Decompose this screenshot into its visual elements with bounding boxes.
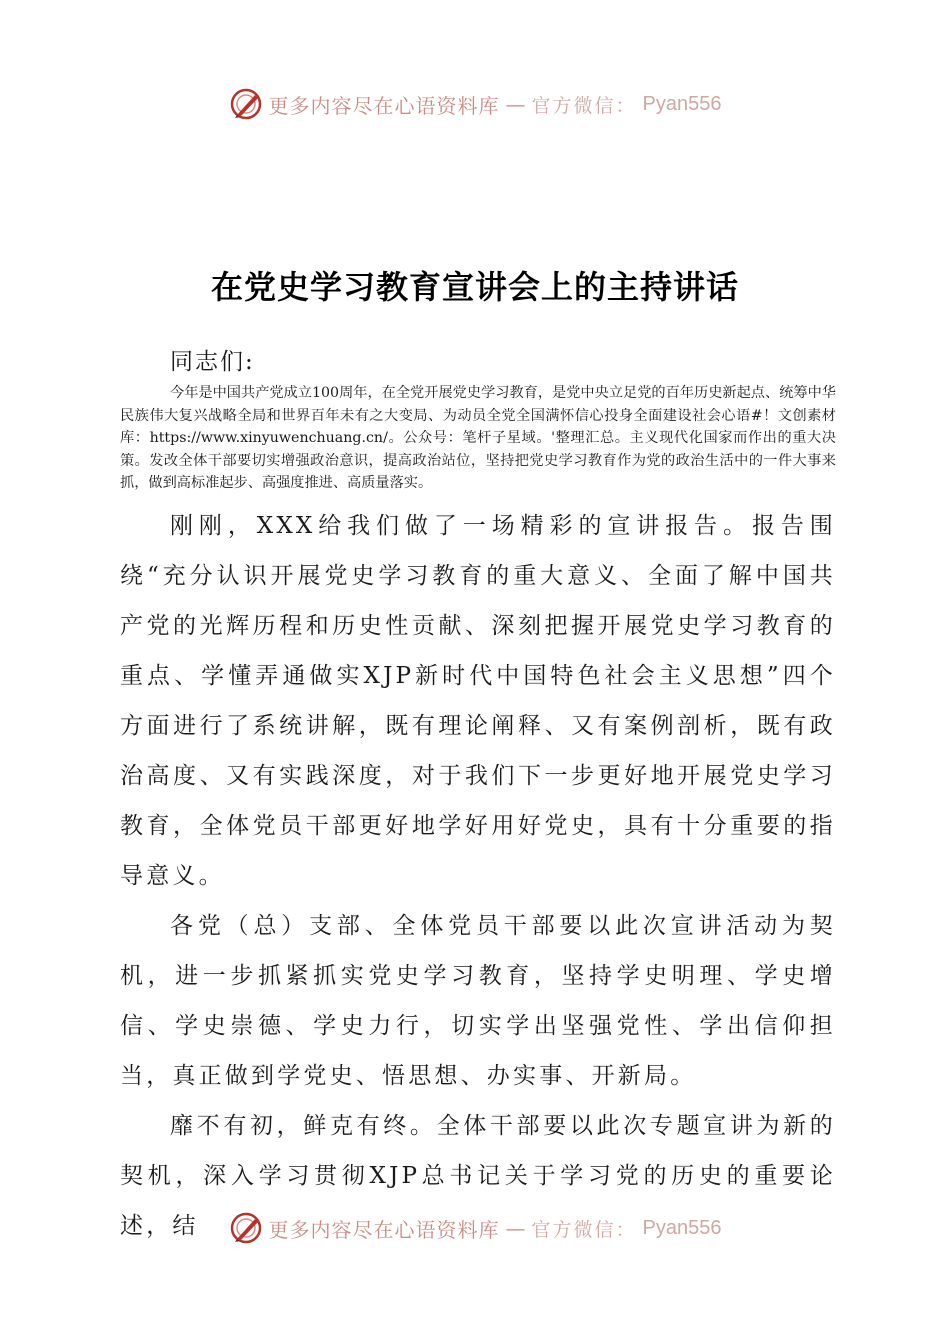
body-paragraph-2: 各党（总）支部、全体党员干部要以此次宣讲活动为契机，进一步抓紧抓实党史学习教育，坚持学史明理、学史增信、学史崇德、学史力行，切实学出坚强党性、学出信仰担当，真正做到学党史、悟思想、办实事、开新局。	[120, 912, 836, 1089]
wechat-label: 官方微信：	[531, 94, 637, 117]
document-title: 在党史学习教育宣讲会上的主持讲话	[210, 268, 739, 306]
wechat-label: 官方微信：	[531, 1218, 637, 1241]
body-paragraph-3: 靡不有初，鲜克有终。全体干部要以此次专题宣讲为新的契机，深入学习贯彻XJP总书记关于学习党的历史的重要论述，结	[120, 1112, 836, 1239]
pen-circle-logo-icon	[229, 87, 263, 121]
pen-circle-logo-icon	[229, 1211, 263, 1245]
banner-text: 更多内容尽在心语资料库	[268, 93, 500, 118]
banner-text: 更多内容尽在心语资料库	[268, 1217, 500, 1242]
wechat-id: Pyan556	[642, 1216, 722, 1239]
banner-separator: —	[505, 92, 526, 116]
document-body	[120, 344, 836, 1251]
intro-paragraph: 今年是中国共产党成立100周年，在全党开展党史学习教育，是党中央立足党的百年历史新起点、统筹中华民族伟大复兴战略全局和世界百年未有之大变局、为动员全党全国满怀信心投身全面建设社会心语#！文创素材库：https://www.xinyuwenchuang.cn/。公众号：笔杆子星域。'整理汇总。主义现代化国家而作出的重大决策。发改全体干部要切实增强政治意识，提高政治站位，坚持把党史学习教育作为党的政治生活中的一件大事来抓，做到高标准起步、高强度推进、高质量落实。	[120, 385, 836, 492]
greeting: 同志们:	[170, 349, 255, 375]
header-banner	[0, 84, 950, 124]
wechat-id: Pyan556	[642, 92, 722, 115]
footer-banner	[0, 1208, 950, 1248]
body-paragraph-1: 刚刚，XXX给我们做了一场精彩的宣讲报告。报告围绕“充分认识开展党史学习教育的重大意义、全面了解中国共产党的光辉历程和历史性贡献、深刻把握开展党史学习教育的重点、学懂弄通做实XJP新时代中国特色社会主义思想”四个方面进行了系统讲解，既有理论阐释、又有案例剖析，既有政治高度、又有实践深度，对于我们下一步更好地开展党史学习教育，全体党员干部更好地学好用好党史，具有十分重要的指导意义。	[120, 512, 836, 889]
banner-separator: —	[505, 1216, 526, 1240]
